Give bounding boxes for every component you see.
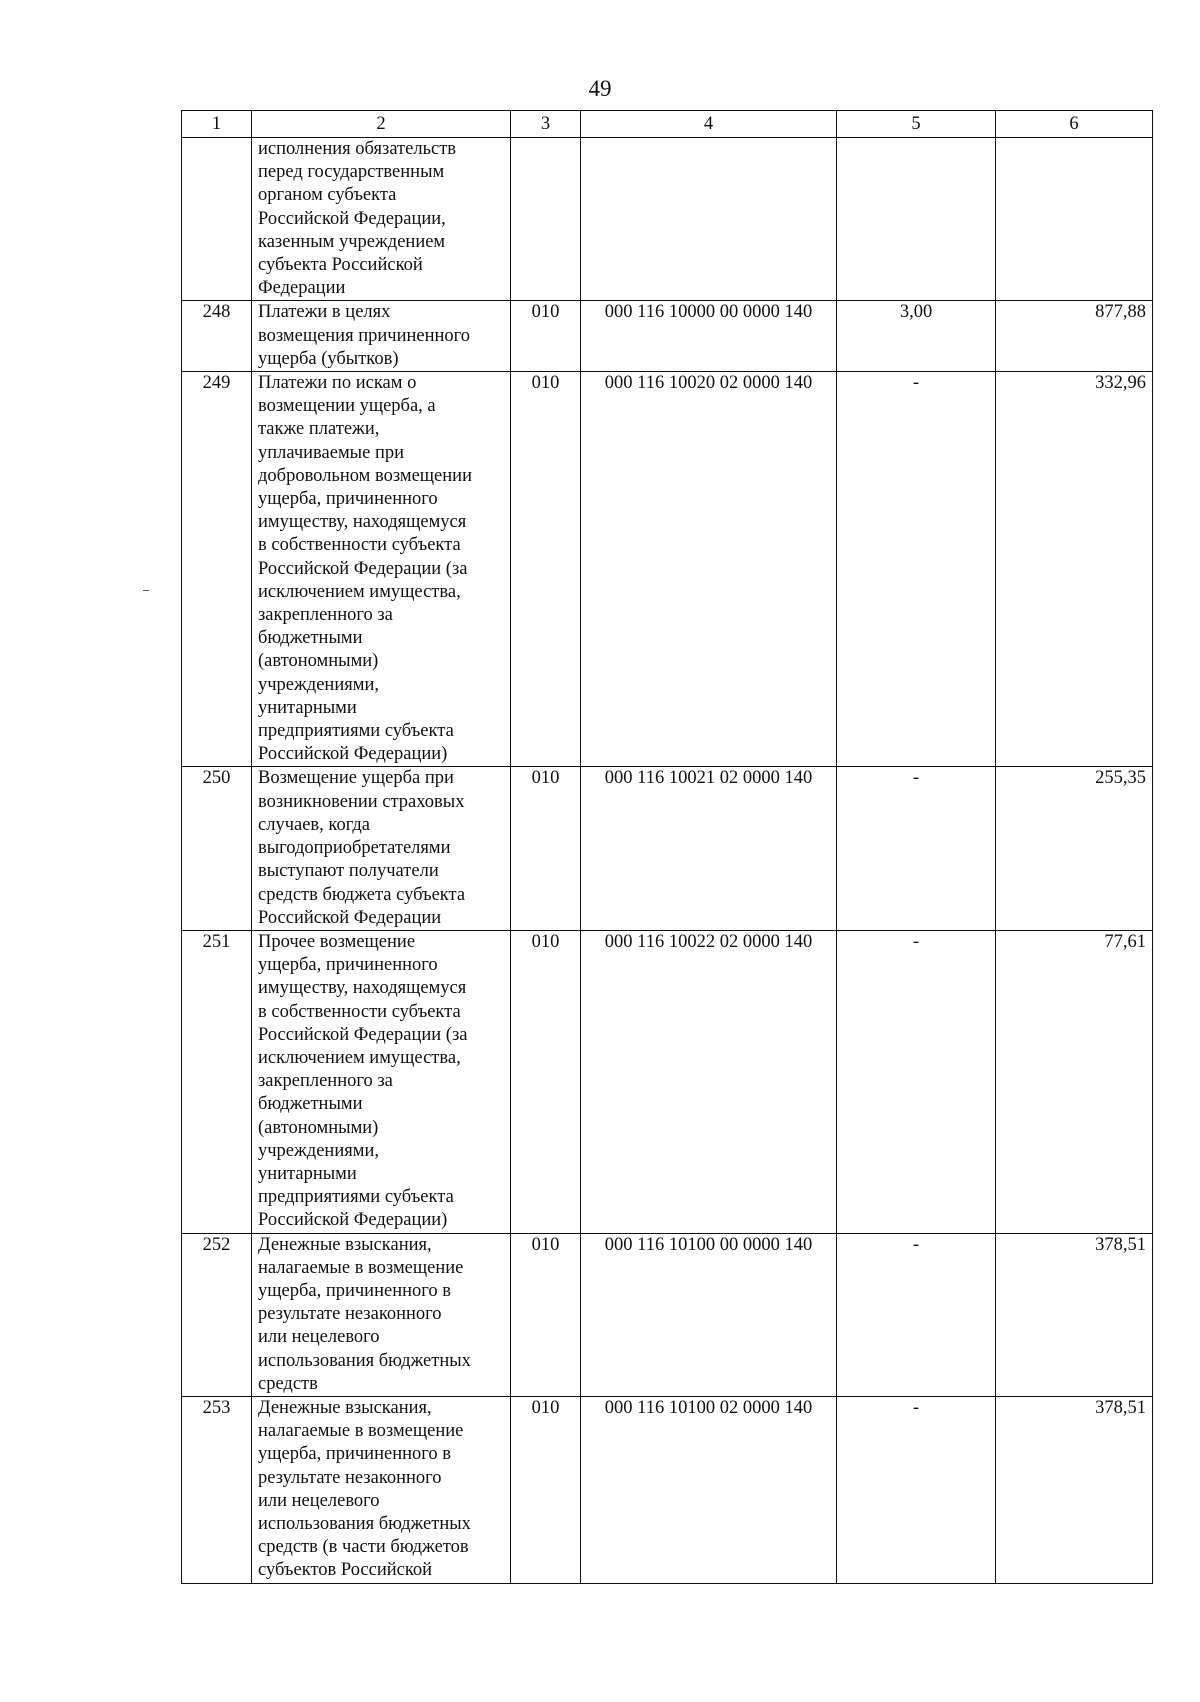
row-name-line: Прочее возмещение xyxy=(258,931,416,952)
admin-code: 010 xyxy=(511,767,581,930)
row-name-line: учреждениями, xyxy=(258,1140,379,1161)
row-name-line: Российской Федерации, xyxy=(258,208,446,229)
row-name-line: возникновении страховых xyxy=(258,791,465,812)
row-number: 250 xyxy=(182,767,252,930)
column-header: 1 xyxy=(182,111,252,138)
row-name xyxy=(252,767,511,930)
budget-classification-code: 000 116 10021 02 0000 140 xyxy=(581,767,837,930)
budget-classification-code: 000 116 10100 02 0000 140 xyxy=(581,1396,837,1583)
row-name-line: налагаемые в возмещение xyxy=(258,1257,464,1278)
row-name xyxy=(252,301,511,372)
row-name-line: бюджетными xyxy=(258,1094,363,1115)
row-name-line: уплачиваемые при xyxy=(258,442,404,463)
column-header: 3 xyxy=(511,111,581,138)
row-name-line: унитарными xyxy=(258,697,357,718)
row-name-line: средств (в части бюджетов xyxy=(258,1537,469,1558)
actual-value: 378,51 xyxy=(996,1396,1153,1583)
row-name-line: учреждениями, xyxy=(258,674,379,695)
row-name-line: ущерба, причиненного xyxy=(258,955,438,976)
table-row xyxy=(182,767,1153,930)
row-name xyxy=(252,1233,511,1396)
row-name-line: бюджетными xyxy=(258,628,363,649)
row-name-line: или нецелевого xyxy=(258,1327,380,1348)
row-name-line: или нецелевого xyxy=(258,1490,380,1511)
row-name-line: Денежные взыскания, xyxy=(258,1234,432,1255)
budget-classification-code xyxy=(581,138,837,301)
admin-code: 010 xyxy=(511,372,581,767)
row-name-line: выгодоприобретателями xyxy=(258,838,451,859)
row-name-line: добровольном возмещении xyxy=(258,465,472,486)
planned-value: - xyxy=(837,767,996,930)
row-name-line: Платежи по искам о xyxy=(258,373,417,394)
row-name-line: ущерба, причиненного в xyxy=(258,1280,451,1301)
row-name-line: Федерации xyxy=(258,278,346,299)
row-name-line: результате незаконного xyxy=(258,1467,442,1488)
column-header: 4 xyxy=(581,111,837,138)
actual-value xyxy=(996,138,1153,301)
planned-value: - xyxy=(837,1396,996,1583)
table-row xyxy=(182,372,1153,767)
table-body xyxy=(182,138,1153,1584)
table-row xyxy=(182,930,1153,1233)
admin-code: 010 xyxy=(511,301,581,372)
row-name-line: исполнения обязательств xyxy=(258,139,457,159)
budget-classification-code: 000 116 10022 02 0000 140 xyxy=(581,930,837,1233)
column-header: 2 xyxy=(252,111,511,138)
row-number xyxy=(182,138,252,301)
row-name-line: закрепленного за xyxy=(258,1071,393,1092)
row-name-line: казенным учреждением xyxy=(258,231,446,252)
actual-value: 332,96 xyxy=(996,372,1153,767)
row-name-line: использования бюджетных xyxy=(258,1350,471,1371)
row-name xyxy=(252,372,511,767)
row-number: 252 xyxy=(182,1233,252,1396)
row-name-line: налагаемые в возмещение xyxy=(258,1421,464,1442)
planned-value xyxy=(837,138,996,301)
table-row xyxy=(182,1396,1153,1583)
revenue-table xyxy=(181,110,1153,1584)
planned-value: 3,00 xyxy=(837,301,996,372)
row-name-line: возмещения причиненного xyxy=(258,325,471,346)
admin-code xyxy=(511,138,581,301)
row-name-line: исключением имущества, xyxy=(258,581,461,602)
row-name-line: Денежные взыскания, xyxy=(258,1397,432,1418)
row-name-line: возмещении ущерба, а xyxy=(258,396,436,417)
row-name-line: ущерба (убытков) xyxy=(258,348,399,369)
header-row xyxy=(182,111,1153,138)
row-name-line: Российской Федерации) xyxy=(258,1210,448,1231)
row-name-line: предприятиями субъекта xyxy=(258,721,454,742)
row-name-line: предприятиями субъекта xyxy=(258,1187,454,1208)
row-name-line: ущерба, причиненного xyxy=(258,489,438,510)
row-name-line: Возмещение ущерба при xyxy=(258,768,454,789)
row-name-line: перед государственным xyxy=(258,162,445,183)
row-name-line: субъектов Российской xyxy=(258,1560,433,1581)
row-name-line: Российской Федерации (за xyxy=(258,1024,468,1045)
table-row xyxy=(182,1233,1153,1396)
row-name-line: результате незаконного xyxy=(258,1304,442,1325)
planned-value: - xyxy=(837,930,996,1233)
row-name-line: также платежи, xyxy=(258,419,380,440)
row-number: 248 xyxy=(182,301,252,372)
budget-classification-code: 000 116 10100 00 0000 140 xyxy=(581,1233,837,1396)
table-row xyxy=(182,301,1153,372)
actual-value: 877,88 xyxy=(996,301,1153,372)
planned-value: - xyxy=(837,372,996,767)
admin-code: 010 xyxy=(511,1233,581,1396)
row-name-line: в собственности субъекта xyxy=(258,535,461,556)
row-name-line: Российской Федерации (за xyxy=(258,558,468,579)
table-header xyxy=(182,111,1153,138)
row-name-line: использования бюджетных xyxy=(258,1513,471,1534)
row-name-line: случаев, когда xyxy=(258,814,370,835)
row-number: 249 xyxy=(182,372,252,767)
row-name-line: выступают получатели xyxy=(258,861,439,882)
page-number: 49 xyxy=(588,76,612,101)
row-name-line: средств xyxy=(258,1373,318,1394)
row-name-line: Российской Федерации) xyxy=(258,744,448,765)
row-name xyxy=(252,138,511,301)
admin-code: 010 xyxy=(511,1396,581,1583)
row-name-line: (автономными) xyxy=(258,651,379,672)
actual-value: 378,51 xyxy=(996,1233,1153,1396)
row-name-line: органом субъекта xyxy=(258,185,397,206)
row-name xyxy=(252,930,511,1233)
row-name-line: ущерба, причиненного в xyxy=(258,1444,451,1465)
budget-classification-code: 000 116 10000 00 0000 140 xyxy=(581,301,837,372)
table-row xyxy=(182,138,1153,301)
row-name-line: Платежи в целях xyxy=(258,302,391,323)
row-number: 253 xyxy=(182,1396,252,1583)
admin-code: 010 xyxy=(511,930,581,1233)
row-name-line: Российской Федерации xyxy=(258,907,442,928)
row-name-line: закрепленного за xyxy=(258,605,393,626)
actual-value: 255,35 xyxy=(996,767,1153,930)
budget-classification-code: 000 116 10020 02 0000 140 xyxy=(581,372,837,767)
row-name-line: имуществу, находящемуся xyxy=(258,978,467,999)
row-name-line: субъекта Российской xyxy=(258,255,423,276)
scan-artifact xyxy=(143,590,149,591)
row-name-line: (автономными) xyxy=(258,1117,379,1138)
column-header: 5 xyxy=(837,111,996,138)
row-name-line: в собственности субъекта xyxy=(258,1001,461,1022)
actual-value: 77,61 xyxy=(996,930,1153,1233)
row-name-line: унитарными xyxy=(258,1163,357,1184)
row-name-line: средств бюджета субъекта xyxy=(258,884,466,905)
column-header: 6 xyxy=(996,111,1153,138)
row-name-line: имуществу, находящемуся xyxy=(258,512,467,533)
row-number: 251 xyxy=(182,930,252,1233)
row-name-line: исключением имущества, xyxy=(258,1047,461,1068)
planned-value: - xyxy=(837,1233,996,1396)
row-name xyxy=(252,1396,511,1583)
